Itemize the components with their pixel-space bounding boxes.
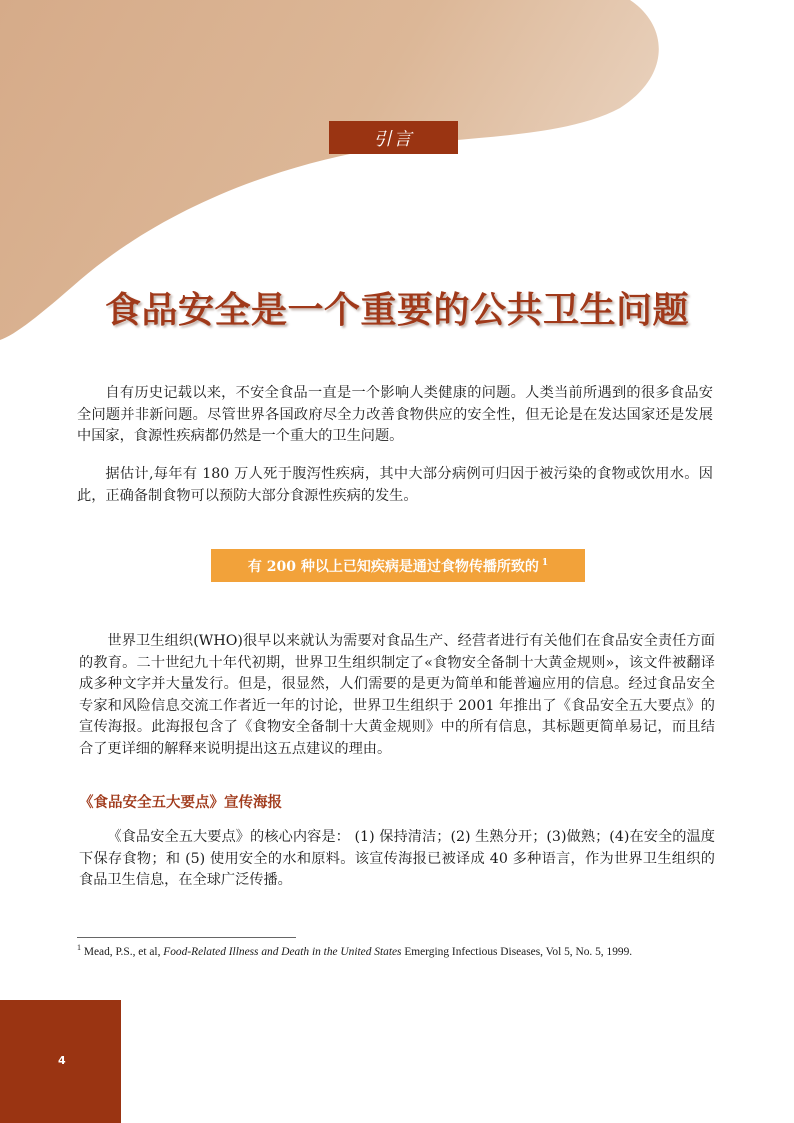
body-paragraph-2: 据估计,每年有 180 万人死于腹泻性疾病，其中大部分病例可归因于被污染的食物或饮用水。因此，正确备制食物可以预防大部分食源性疾病的发生。 (77, 466, 713, 504)
section-heading: 《食品安全五大要点》宣传海报 (79, 794, 282, 811)
footnote-divider (77, 937, 296, 938)
footnote (77, 941, 757, 959)
background-swoosh (0, 0, 794, 400)
footnote-title: Food-Related Illness and Death in the United States (163, 945, 402, 958)
body-paragraph-1: 自有历史记载以来，不安全食品一直是一个影响人类健康的问题。人类当前所遇到的很多食品安全问题并非新问题。尽管世界各国政府尽全力改善食物供应的安全性，但无论是在发达国家还是发展中国家，食源性疾病都仍然是一个重大的卫生问题。 (77, 385, 713, 444)
footnote-marker: 1 (77, 943, 81, 952)
callout-box (211, 549, 585, 582)
body-paragraph-4: 《食品安全五大要点》的核心内容是： (1) 保持清洁；(2) 生熟分开；(3)做熟；(4)在安全的温度下保存食物；和 (5) 使用安全的水和原料。该宣传海报已被译成 40 多种语言，作为世界卫生组织的食品卫生信息，在全球广泛传播。 (79, 829, 715, 888)
page-title: 食品安全是一个重要的公共卫生问题 (104, 289, 689, 331)
footnote-authors: Mead, P.S., et al, (83, 945, 164, 958)
callout-footnote-ref: 1 (541, 557, 549, 568)
callout-text: 有 200 种以上已知疾病是通过食物传播所致的 (247, 558, 539, 575)
page-number: 4 (58, 1054, 66, 1067)
section-label: 引言 (329, 121, 458, 154)
body-paragraph-3: 世界卫生组织(WHO)很早以来就认为需要对食品生产、经营者进行有关他们在食品安全责任方面的教育。二十世纪九十年代初期，世界卫生组织制定了«食物安全备制十大黄金规则»，该文件被翻译成多种文字并大量发行。但是，很显然，人们需要的是更为简单和能普遍应用的信息。经过食品安全专家和风险信息交流工作者近一年的讨论，世界卫生组织于 2001 年推出了《食品安全五大要点》的宣传海报。此海报包含了《食物安全备制十大黄金规则》中的所有信息，其标题更简单易记，而且结合了更详细的解释来说明提出这五点建议的理由。 (79, 633, 715, 757)
footnote-source: Emerging Infectious Diseases, Vol 5, No. 5, 1999. (401, 945, 633, 958)
